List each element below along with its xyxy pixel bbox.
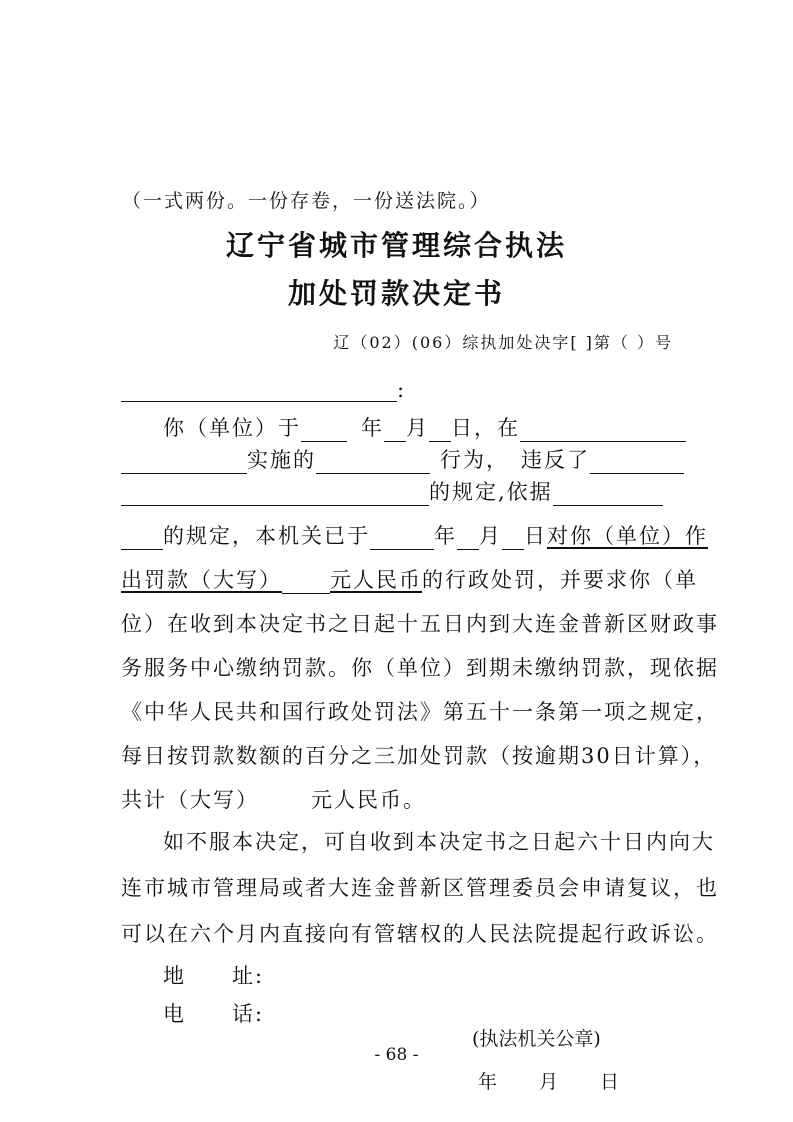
page-number: - 68 - bbox=[374, 1045, 419, 1065]
document-title-line2: 加处罚款决定书 bbox=[287, 277, 505, 310]
body-line-7: 务服务中心缴纳罚款。你（单位）到期未缴纳罚款，现依据 bbox=[121, 656, 719, 680]
body-line-4 bbox=[121, 520, 708, 548]
location-blank-cont bbox=[121, 452, 247, 474]
basis-blank bbox=[553, 484, 663, 506]
recipient-line bbox=[121, 378, 406, 400]
date-day: 日 bbox=[600, 1071, 620, 1093]
text: 元人民币。 bbox=[311, 788, 426, 812]
text: 的行政处罚，并要求你（单 bbox=[422, 568, 698, 592]
recipient-colon: : bbox=[397, 378, 407, 402]
text: 日，在 bbox=[451, 416, 520, 440]
location-blank bbox=[520, 420, 686, 442]
date-month: 月 bbox=[539, 1071, 559, 1093]
date-year: 年 bbox=[478, 1071, 498, 1093]
body-line-6: 位）在收到本决定书之日起十五日内到大连金普新区财政事 bbox=[121, 612, 719, 636]
text: 违反了 bbox=[521, 448, 590, 472]
recipient-blank bbox=[121, 380, 397, 402]
text: 的规定,依据 bbox=[429, 480, 553, 504]
text: 日 bbox=[524, 524, 547, 548]
text: 行为， bbox=[440, 448, 509, 472]
text: 你（单位）于 bbox=[163, 416, 301, 440]
appeal-line-2: 连市城市管理局或者大连金普新区管理委员会申请复议，也 bbox=[121, 876, 719, 900]
signature-date bbox=[478, 1067, 619, 1094]
copies-note: （一式两份。一份存卷，一份送法院。） bbox=[122, 190, 491, 212]
behavior-blank bbox=[316, 452, 430, 474]
appeal-line-1: 如不服本决定，可自收到本决定书之日起六十日内向大 bbox=[163, 830, 715, 854]
text: 月 bbox=[406, 416, 429, 440]
text: 年 bbox=[434, 524, 457, 548]
text-underlined: 出罚款（大写） bbox=[121, 568, 282, 592]
regulation-blank bbox=[121, 484, 429, 506]
text-underlined: 对你（单位）作 bbox=[547, 524, 708, 548]
body-line-1 bbox=[163, 412, 686, 440]
fine-amount-blank bbox=[282, 572, 330, 594]
basis-blank-cont bbox=[121, 528, 163, 550]
body-line-5 bbox=[121, 564, 698, 592]
decision-month-blank bbox=[457, 528, 479, 550]
text: 月 bbox=[479, 524, 502, 548]
body-line-9: 每日按罚款数额的百分之三加处罚款（按逾期30日计算）， bbox=[121, 744, 717, 768]
month-blank bbox=[384, 420, 406, 442]
address-label: 地 址: bbox=[163, 964, 265, 988]
document-title-line1: 辽宁省城市管理综合执法 bbox=[225, 229, 567, 262]
text: 共计（大写） bbox=[121, 788, 259, 812]
official-seal-label: (执法机关公章) bbox=[472, 1028, 601, 1050]
body-line-10 bbox=[121, 784, 426, 812]
day-blank bbox=[429, 420, 451, 442]
text: 的规定，本机关已于 bbox=[163, 524, 370, 548]
document-number: 辽（02）(06）综执加处决字[ ]第（ ）号 bbox=[333, 333, 673, 352]
year-blank bbox=[301, 420, 347, 442]
text: 实施的 bbox=[247, 448, 316, 472]
text: 年 bbox=[361, 416, 384, 440]
body-line-3 bbox=[121, 476, 663, 504]
violated-blank bbox=[590, 452, 684, 474]
appeal-line-3: 可以在六个月内直接向有管辖权的人民法院提起行政诉讼。 bbox=[121, 922, 719, 946]
decision-year-blank bbox=[370, 528, 434, 550]
decision-day-blank bbox=[502, 528, 524, 550]
body-line-2 bbox=[121, 444, 684, 472]
phone-label: 电 话: bbox=[163, 1002, 265, 1026]
body-line-8: 《中华人民共和国行政处罚法》第五十一条第一项之规定， bbox=[121, 700, 719, 724]
text-underlined: 元人民币 bbox=[330, 568, 422, 592]
